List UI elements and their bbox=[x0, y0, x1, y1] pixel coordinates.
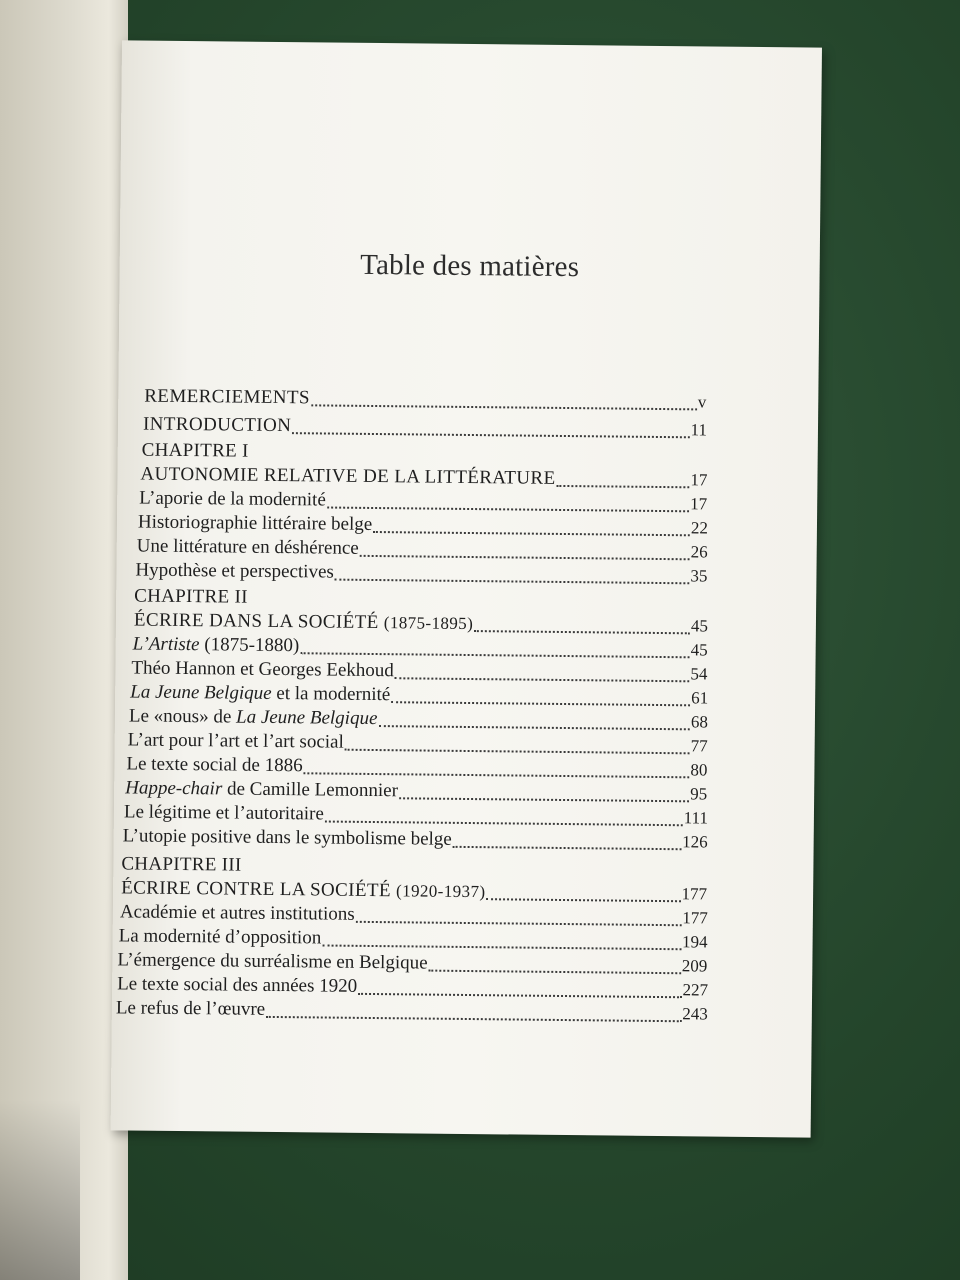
label-pre: Le «nous» de bbox=[128, 705, 237, 728]
label-rest: de Camille Lemonnier bbox=[222, 778, 399, 802]
toc-page-number: v bbox=[697, 392, 707, 412]
toc-page-number: 77 bbox=[690, 736, 708, 756]
toc-page-number: 177 bbox=[681, 884, 708, 904]
toc-entry-label bbox=[125, 776, 398, 803]
toc-page-number: 177 bbox=[682, 908, 708, 928]
chapter-title-text: ÉCRIRE CONTRE LA SOCIÉTÉ bbox=[121, 877, 392, 902]
toc-page-number: 111 bbox=[683, 808, 709, 828]
toc-entry-label: L’art pour l’art et l’art social bbox=[127, 729, 344, 753]
toc-page-number: 45 bbox=[690, 616, 709, 636]
toc-entry-label bbox=[134, 608, 474, 636]
toc-entry-label: INTRODUCTION bbox=[142, 413, 292, 437]
toc-page-number: 95 bbox=[690, 784, 708, 804]
toc-entry[interactable] bbox=[116, 996, 708, 1026]
toc-entry-label: L’utopie positive dans le symbolisme belge bbox=[122, 825, 452, 850]
dot-leader bbox=[266, 1002, 681, 1026]
chapter-1-heading: CHAPITRE I bbox=[141, 439, 249, 462]
label-rest: et la modernité bbox=[271, 682, 391, 706]
toc-entry[interactable] bbox=[135, 559, 707, 589]
table-of-contents bbox=[115, 380, 818, 1024]
toc-page-number: 243 bbox=[682, 1004, 708, 1024]
left-page-shadow bbox=[0, 1100, 80, 1280]
dot-leader bbox=[453, 832, 682, 854]
left-book-page bbox=[0, 0, 128, 1280]
toc-entry-remerciements[interactable] bbox=[144, 385, 706, 415]
toc-entry[interactable] bbox=[123, 824, 708, 854]
chapter-title-dates: (1920-1937) bbox=[395, 881, 486, 902]
toc-entry-label: La modernité d’opposition bbox=[118, 925, 322, 949]
toc-entry-label: L’aporie de la modernité bbox=[139, 487, 326, 511]
toc-entry-label: Académie et autres institutions bbox=[119, 901, 355, 925]
toc-entry-label: Historiographie littéraire belge bbox=[137, 511, 373, 535]
toc-page-number: 45 bbox=[690, 640, 708, 660]
toc-entry-label: Le refus de l’œuvre bbox=[115, 997, 266, 1020]
toc-entry-label: Théo Hannon et Georges Eekhoud bbox=[131, 657, 394, 682]
toc-page-number: 68 bbox=[690, 712, 709, 732]
label-rest: (1875-1880) bbox=[199, 634, 300, 657]
toc-page-number: 126 bbox=[682, 832, 708, 852]
chapter-title-text: ÉCRIRE DANS LA SOCIÉTÉ bbox=[133, 609, 379, 634]
toc-entry-label: Hypothèse et perspectives bbox=[135, 559, 334, 583]
toc-page-number: 17 bbox=[690, 470, 708, 490]
dot-leader bbox=[292, 418, 689, 442]
toc-entry-label: REMERCIEMENTS bbox=[144, 385, 311, 409]
toc-page-number: 61 bbox=[691, 688, 709, 708]
dot-leader bbox=[311, 390, 697, 414]
toc-page-number: 26 bbox=[690, 542, 708, 562]
italic-title: L’Artiste bbox=[132, 633, 200, 656]
toc-entry-label: Le légitime et l’autoritaire bbox=[123, 801, 324, 825]
toc-entry-label bbox=[133, 632, 300, 658]
toc-page-number: 194 bbox=[682, 932, 708, 952]
toc-page-number: 54 bbox=[690, 664, 708, 684]
italic-title: La Jeune Belgique bbox=[235, 706, 378, 730]
dot-leader bbox=[556, 471, 689, 492]
italic-title: Happe-chair bbox=[125, 777, 223, 800]
dot-leader bbox=[335, 565, 690, 589]
dot-leader bbox=[428, 956, 680, 979]
toc-page-number: 11 bbox=[690, 420, 708, 440]
page-title: Table des matières bbox=[360, 248, 580, 284]
toc-page-number: 80 bbox=[690, 760, 708, 780]
dot-leader bbox=[474, 616, 690, 638]
dot-leader bbox=[486, 884, 680, 906]
toc-page-number: 17 bbox=[690, 494, 708, 514]
toc-page-number: 227 bbox=[682, 980, 709, 1000]
toc-entry-label bbox=[130, 680, 390, 707]
toc-entry-label: Le texte social de 1886 bbox=[126, 753, 303, 777]
toc-entry-label: Une littérature en déshérence bbox=[136, 535, 359, 559]
toc-page-number: 209 bbox=[681, 956, 708, 976]
chapter-title-dates: (1875-1895) bbox=[383, 613, 474, 634]
toc-entry-introduction[interactable] bbox=[143, 413, 707, 443]
italic-title: La Jeune Belgique bbox=[130, 681, 272, 704]
chapter-2-heading: CHAPITRE II bbox=[134, 585, 248, 608]
toc-entry-label: AUTONOMIE RELATIVE DE LA LITTÉRATURE bbox=[140, 463, 556, 489]
toc-entry-label: Le texte social des années 1920 bbox=[117, 973, 358, 997]
chapter-3-heading: CHAPITRE III bbox=[121, 853, 242, 876]
toc-entry-label bbox=[129, 704, 378, 731]
toc-page-number: 22 bbox=[690, 518, 709, 538]
book-page bbox=[111, 40, 822, 1137]
toc-entry-label: L’émergence du surréalisme en Belgique bbox=[117, 949, 428, 974]
toc-page-number: 35 bbox=[690, 566, 708, 586]
